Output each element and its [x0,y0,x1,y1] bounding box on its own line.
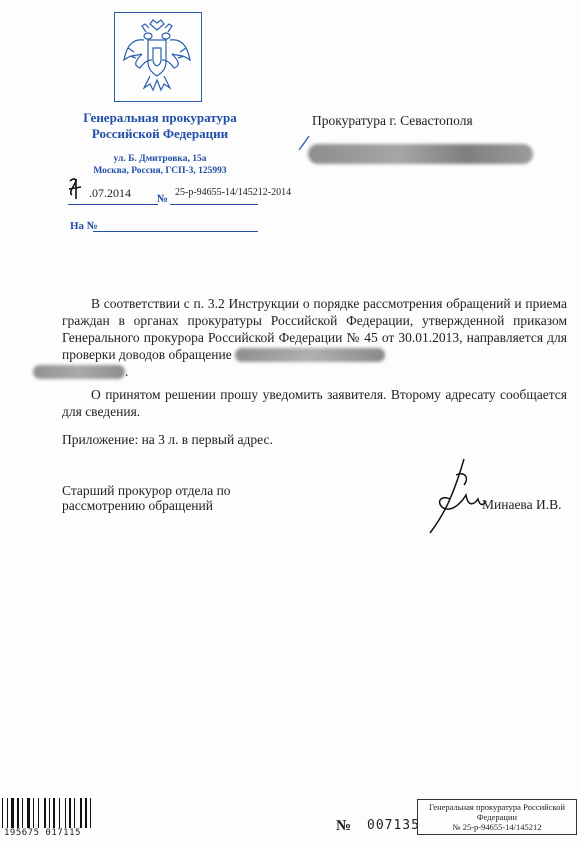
stamp-line-3: № 25-р-94655-14/145212 [452,822,542,832]
body-paragraph-1-end: . [125,364,129,379]
redacted-name-continued [33,365,125,379]
org-line-2: Российской Федерации [91,126,229,141]
body-paragraph-1 [62,295,567,380]
address-line-1: ул. Б. Дмитровка, 15а [113,154,207,164]
serial-number: 007135 [367,818,420,833]
handwritten-signature [420,455,492,537]
reference-number: 25-р-94655-14/145212-2014 [175,187,292,198]
organization-name [60,110,260,142]
document-date: .07.2014 [89,186,131,200]
letter-body [62,295,567,420]
signer-position [62,483,231,513]
double-headed-eagle-emblem-icon [120,18,194,94]
number-underline [170,204,258,205]
redacted-name [235,348,385,362]
address-line-2: Москва, Россия, ГСП-3, 125993 [93,166,227,176]
organization-address [60,153,260,177]
signer-name: Минаева И.В. [482,497,562,512]
redacted-addressee-name [308,144,533,164]
stamp-line-1: Генеральная прокуратура Российской [429,802,565,812]
attachment-note: Приложение: на 3 л. в первый адрес. [62,432,273,447]
serial-number-sign: № [336,818,352,834]
stamp-line-2: Федерации [476,812,518,822]
date-underline [68,204,158,205]
reply-to-label: На № [70,220,98,232]
addressee: Прокуратура г. Севастополя [312,113,473,128]
org-line-1: Генеральная прокуратура [83,110,237,125]
handwritten-day-mark [66,175,84,205]
reply-to-underline [93,231,258,232]
position-line-2: рассмотрению обращений [62,498,213,513]
position-line-1: Старший прокурор отдела по [62,483,231,498]
body-paragraph-1-text: В соответствии с п. 3.2 Инструкции о порядке рассмотрения обращений и приема граждан в органах прокуратуры Российской Федерации, утвержденной приказом Генерального прокурора Российской Федерации № 45 от 30.01.2013, направляется для проверки доводов обращение [62,296,567,362]
barcode [2,798,120,828]
body-paragraph-2: О принятом решении прошу уведомить заявителя. Второму адресату сообщается для сведения. [62,387,567,419]
number-sign: № [157,193,169,205]
registration-stamp [417,799,577,835]
barcode-number: 195675 017115 [4,828,81,838]
